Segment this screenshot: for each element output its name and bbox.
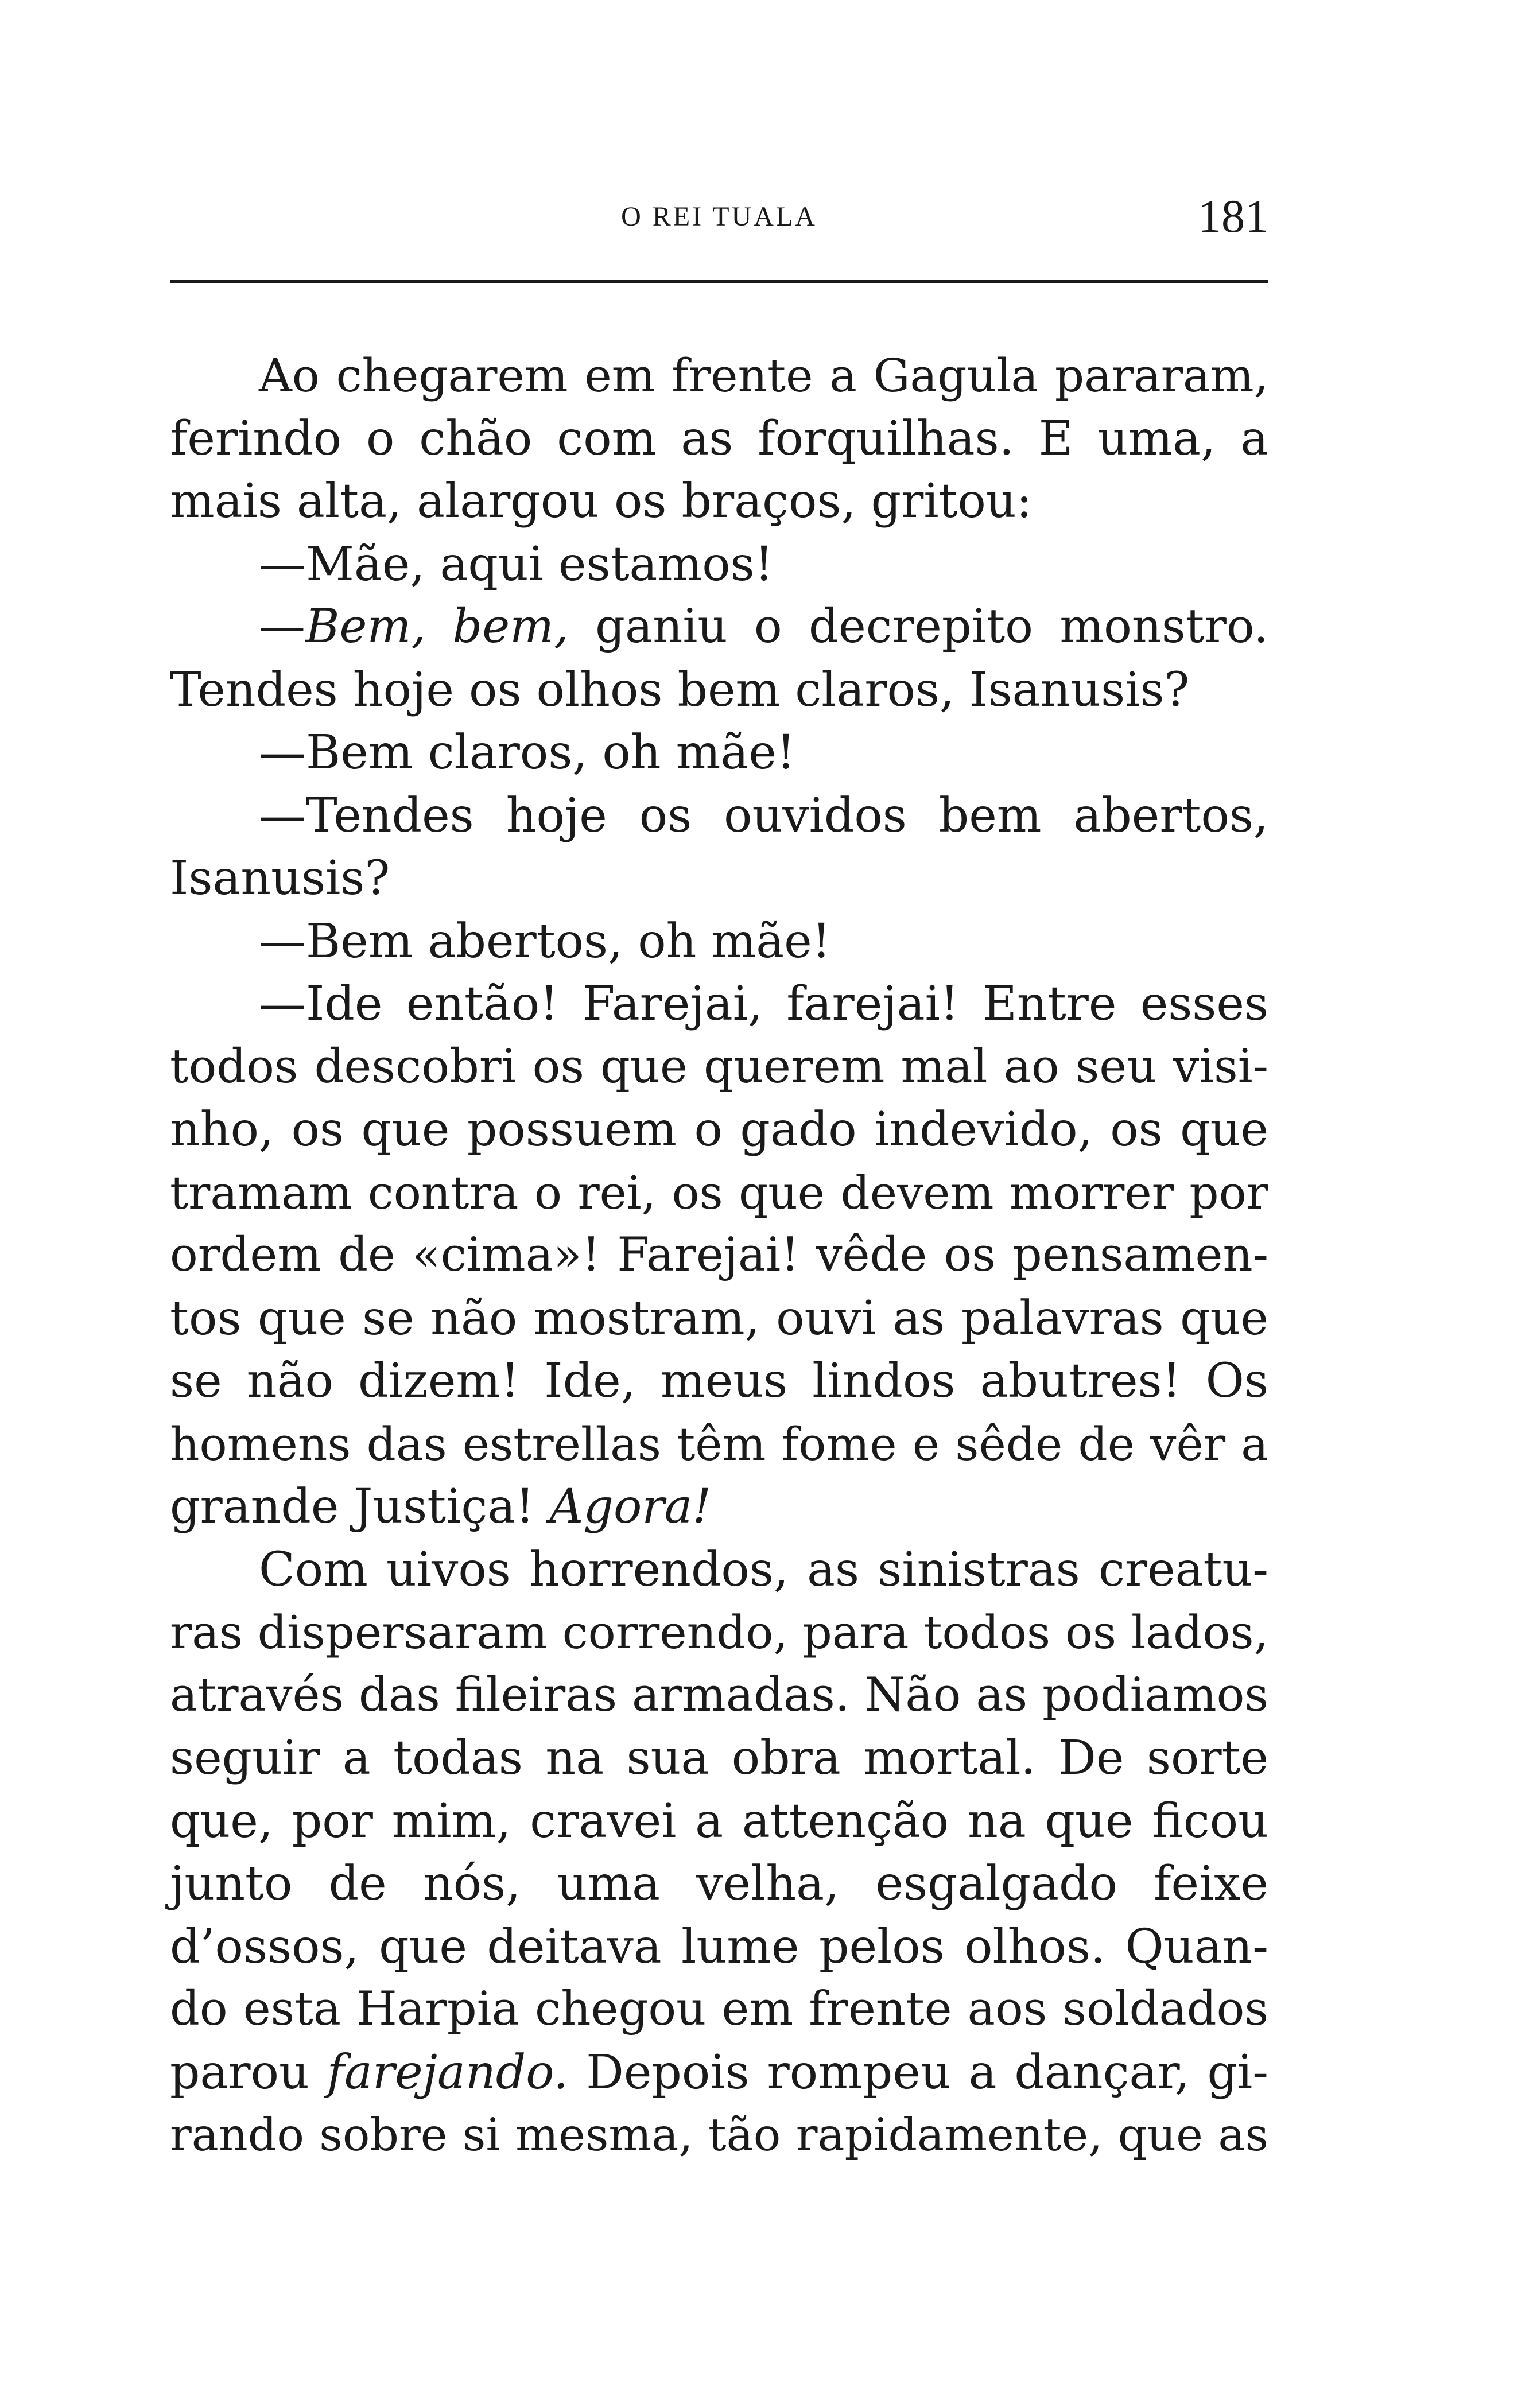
text-line xyxy=(170,2104,1268,2167)
text-span: —Mãe, aqui estamos! xyxy=(259,537,774,592)
text-span: Com uivos horrendos, as sinistras creatu- xyxy=(259,1542,1268,1597)
text-span: Ao chegarem em frente a Gagula pararam, xyxy=(259,349,1268,402)
text-line xyxy=(170,721,1268,784)
text-span: ferindo o chão com as forquilhas. E uma, a xyxy=(170,411,1268,466)
text-span: ordem de «cima»! Farejai! vêde os pensamen- xyxy=(170,1228,1268,1282)
text-span: mais alta, alargou os braços, gritou: xyxy=(170,474,1033,529)
text-span: junto de nós, uma velha, esgalgado feixe xyxy=(170,1857,1268,1911)
text-line xyxy=(170,1036,1268,1099)
italic-text: Agora! xyxy=(549,1479,712,1534)
text-span: ganiu o decrepito monstro. xyxy=(568,600,1268,654)
text-span: Depois rompeu a dançar, gi- xyxy=(568,2045,1268,2100)
text-span: tramam contra o rei, os que devem morrer por xyxy=(170,1166,1268,1219)
text-span: tos que se não mostram, ouvi as palavras que xyxy=(170,1291,1268,1346)
text-span: —Ide então! Farejai, farejai! Entre esses xyxy=(259,977,1268,1031)
text-span: todos descobri os que querem mal ao seu visi- xyxy=(170,1039,1268,1094)
text-span: homens das estrellas têm fome e sêde de vêr a xyxy=(170,1417,1268,1471)
text-span: d’ossos, que deitava lume pelos olhos. Quan- xyxy=(170,1919,1268,1974)
text-span: nho, os que possuem o gado indevido, os que xyxy=(170,1102,1268,1157)
page-number: 181 xyxy=(1198,190,1268,242)
italic-text: farejando. xyxy=(327,2045,569,2100)
text-line xyxy=(170,1539,1268,1602)
text-line xyxy=(170,596,1268,659)
text-span: do esta Harpia chegou em frente aos soldados xyxy=(170,1982,1268,2036)
text-line xyxy=(170,344,1268,407)
text-span: através das fileiras armadas. Não as podiamos xyxy=(170,1668,1268,1722)
text-line xyxy=(170,1350,1268,1413)
text-span: —Bem abertos, oh mãe! xyxy=(259,914,831,969)
text-span: se não dizem! Ide, meus lindos abutres! Os xyxy=(170,1354,1268,1408)
text-line xyxy=(170,1916,1268,1979)
text-line xyxy=(170,2041,1268,2104)
text-span: —Bem claros, oh mãe! xyxy=(259,725,795,780)
text-span: ras dispersaram correndo, para todos os lados, xyxy=(170,1606,1268,1659)
text-line xyxy=(170,1601,1268,1664)
text-line xyxy=(170,784,1268,848)
body-text xyxy=(170,344,1268,2167)
text-span: que, por mim, cravei a attenção na que ficou xyxy=(170,1793,1268,1848)
text-span: — xyxy=(259,600,305,654)
text-line xyxy=(170,1475,1268,1539)
text-span: Isanusis? xyxy=(170,851,390,906)
running-title: O REI TUALA xyxy=(621,201,817,232)
text-line xyxy=(170,973,1268,1036)
text-line xyxy=(170,407,1268,471)
text-line xyxy=(170,1978,1268,2041)
text-line xyxy=(170,1098,1268,1162)
text-line xyxy=(170,1287,1268,1350)
text-line xyxy=(170,1224,1268,1287)
text-line xyxy=(170,1413,1268,1476)
text-span: parou xyxy=(170,2045,327,2100)
text-span: —Tendes hoje os ouvidos bem abertos, xyxy=(259,788,1268,843)
text-span: Tendes hoje os olhos bem claros, Isanusis? xyxy=(170,662,1190,717)
text-line xyxy=(170,470,1268,533)
text-line xyxy=(170,1852,1268,1916)
header-rule xyxy=(170,280,1268,283)
text-line xyxy=(170,1790,1268,1853)
italic-text: Bem, bem, xyxy=(305,600,569,654)
text-span: grande Justiça! xyxy=(170,1479,550,1534)
text-line xyxy=(170,533,1268,596)
text-line xyxy=(170,910,1268,973)
text-span: rando sobre si mesma, tão rapidamente, que as xyxy=(170,2108,1268,2161)
text-line xyxy=(170,659,1268,722)
text-span: seguir a todas na sua obra mortal. De sorte xyxy=(170,1731,1268,1785)
text-line xyxy=(170,1664,1268,1727)
running-head xyxy=(170,189,1268,253)
text-line xyxy=(170,847,1268,910)
text-line xyxy=(170,1727,1268,1790)
text-line xyxy=(170,1162,1268,1225)
